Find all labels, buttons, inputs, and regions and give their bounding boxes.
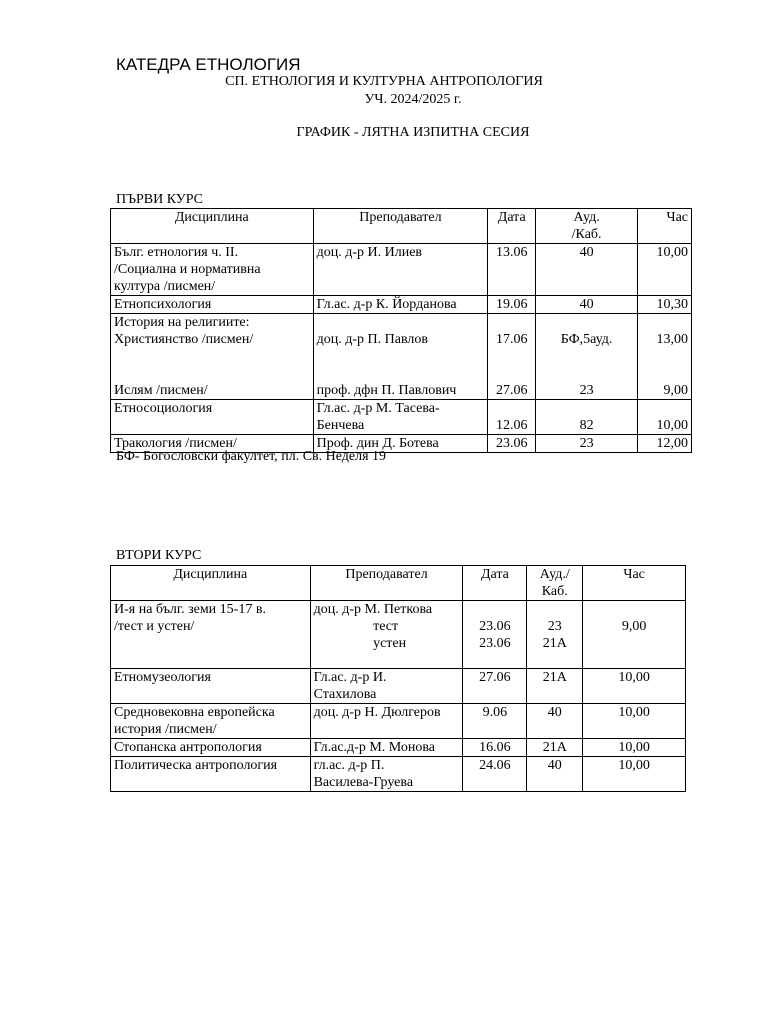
table-row — [111, 704, 686, 739]
table-row — [111, 314, 692, 400]
cell-date: 27.06 — [463, 669, 527, 704]
cell-lecturer: доц. д-р П. Павлов проф. дфн П. Павлович — [313, 314, 488, 400]
table-row — [111, 400, 692, 435]
cell-discipline: Бълг. етнология ч. II. /Социална и нормативна култура /писмен/ — [111, 244, 314, 296]
cell-date: 23.06 23.06 — [463, 601, 527, 669]
cell-lecturer: Проф. дин Д. Ботева — [313, 435, 488, 453]
cell-lecturer: доц. д-р И. Илиев — [313, 244, 488, 296]
cell-room: 40 — [527, 704, 583, 739]
cell-lecturer: доц. д-р Н. Дюлгеров — [310, 704, 463, 739]
table-header-row — [111, 566, 686, 601]
cell-discipline: И-я на бълг. земи 15-17 в. /тест и устен/ — [111, 601, 311, 669]
cell-room: 23 — [536, 435, 638, 453]
cell-lecturer: доц. д-р М. Петкова тест устен — [310, 601, 463, 669]
schedule-title: ГРАФИК - ЛЯТНА ИЗПИТНА СЕСИЯ — [296, 125, 530, 140]
cell-date: 24.06 — [463, 757, 527, 792]
first-year-heading: ПЪРВИ КУРС — [116, 192, 203, 207]
cell-room: 40 — [527, 757, 583, 792]
col-lecturer: Преподавател — [310, 566, 463, 601]
cell-hour: 10,30 — [638, 296, 692, 314]
cell-hour: 10,00 — [638, 244, 692, 296]
department-title: КАТЕДРА ЕТНОЛОГИЯ — [116, 55, 301, 74]
cell-hour: 10,00 — [583, 669, 686, 704]
cell-room: 40 — [536, 244, 638, 296]
footnote: БФ- Богословски факултет, пл. Св. Неделя 19 — [116, 449, 387, 464]
second-year-table — [110, 565, 686, 792]
cell-discipline: Етносоциология — [111, 400, 314, 435]
cell-hour: 12,00 — [638, 435, 692, 453]
cell-hour: 10,00 — [638, 400, 692, 435]
table-row — [111, 601, 686, 669]
academic-year: УЧ. 2024/2025 г. — [364, 92, 462, 107]
cell-date: 16.06 — [463, 739, 527, 757]
col-discipline: Дисциплина — [111, 566, 311, 601]
table-row — [111, 244, 692, 296]
col-date: Дата — [463, 566, 527, 601]
cell-room: БФ,5ауд. 23 — [536, 314, 638, 400]
table-row — [111, 739, 686, 757]
first-year-table — [110, 208, 692, 453]
cell-room: 40 — [536, 296, 638, 314]
cell-hour: 10,00 — [583, 757, 686, 792]
table-header-row — [111, 209, 692, 244]
cell-room: 21А — [527, 669, 583, 704]
cell-room: 21А — [527, 739, 583, 757]
cell-hour: 13,00 9,00 — [638, 314, 692, 400]
cell-discipline: Средновековна европейска история /писмен/ — [111, 704, 311, 739]
col-lecturer: Преподавател — [313, 209, 488, 244]
col-room: Ауд. /Каб. — [536, 209, 638, 244]
table-row — [111, 669, 686, 704]
cell-lecturer: гл.ас. д-р П. Василева-Груева — [310, 757, 463, 792]
cell-discipline: Етнопсихология — [111, 296, 314, 314]
second-year-heading: ВТОРИ КУРС — [116, 548, 202, 563]
cell-discipline: История на религиите: Християнство /писмен/ Ислям /писмен/ — [111, 314, 314, 400]
cell-room: 82 — [536, 400, 638, 435]
cell-lecturer: Гл.ас. д-р И. Стахилова — [310, 669, 463, 704]
col-room: Ауд./ Каб. — [527, 566, 583, 601]
cell-date: 17.06 27.06 — [488, 314, 536, 400]
table-row — [111, 296, 692, 314]
cell-date: 12.06 — [488, 400, 536, 435]
cell-room: 23 21А — [527, 601, 583, 669]
col-discipline: Дисциплина — [111, 209, 314, 244]
cell-date: 23.06 — [488, 435, 536, 453]
cell-discipline: Политическа антропология — [111, 757, 311, 792]
cell-date: 9.06 — [463, 704, 527, 739]
col-hour: Час — [583, 566, 686, 601]
table-row — [111, 757, 686, 792]
cell-discipline: Етномузеология — [111, 669, 311, 704]
cell-discipline: Тракология /писмен/ — [111, 435, 314, 453]
cell-lecturer: Гл.ас. д-р М. Тасева- Бенчева — [313, 400, 488, 435]
cell-date: 19.06 — [488, 296, 536, 314]
program-title: СП. ЕТНОЛОГИЯ И КУЛТУРНА АНТРОПОЛОГИЯ — [225, 74, 543, 89]
cell-lecturer: Гл.ас.д-р М. Монова — [310, 739, 463, 757]
cell-date: 13.06 — [488, 244, 536, 296]
cell-lecturer: Гл.ас. д-р К. Йорданова — [313, 296, 488, 314]
cell-discipline: Стопанска антропология — [111, 739, 311, 757]
col-date: Дата — [488, 209, 536, 244]
cell-hour: 9,00 — [583, 601, 686, 669]
cell-hour: 10,00 — [583, 704, 686, 739]
cell-hour: 10,00 — [583, 739, 686, 757]
col-hour: Час — [638, 209, 692, 244]
